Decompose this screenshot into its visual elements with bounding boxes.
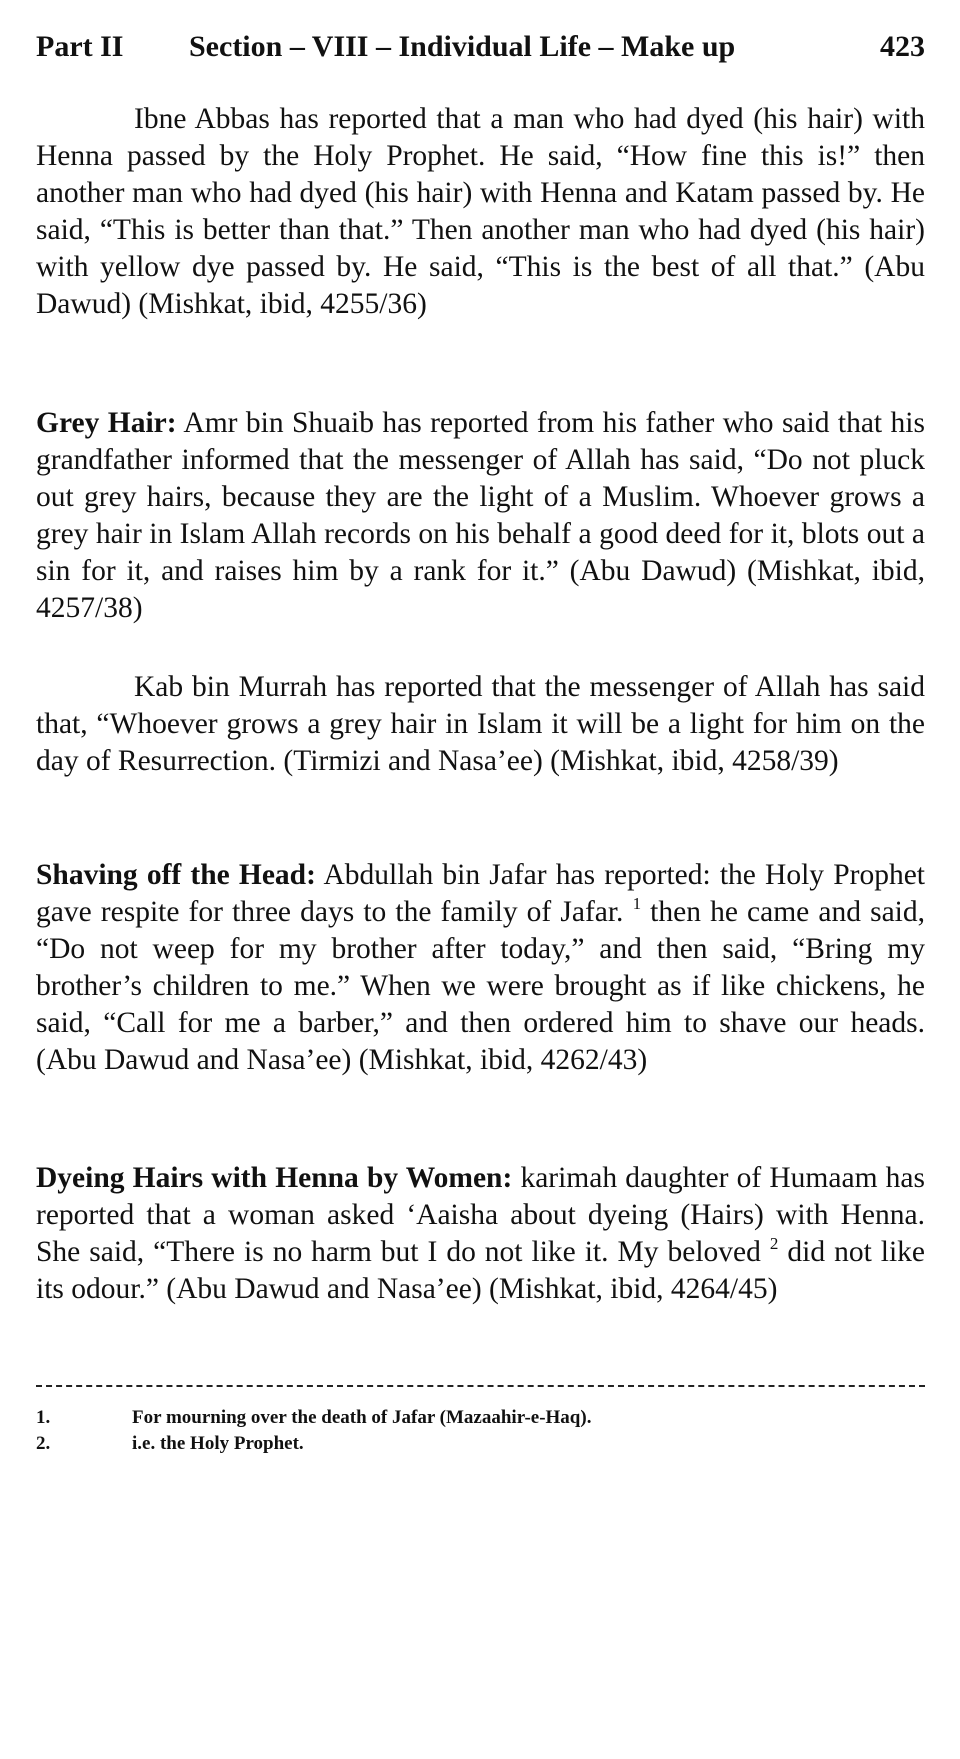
paragraph-text: karimah daughter of Humaam has reported that a woman asked ‘Aaisha about dyeing (Hairs) with Henna. She said, “There is no harm but I do not like it. My beloved — [36, 1162, 925, 1268]
footnote-text: i.e. the Holy Prophet. — [132, 1433, 304, 1454]
section-heading-dyeing-hairs: Dyeing Hairs with Henna by Women: — [36, 1162, 513, 1194]
footnote-ref-2[interactable]: 2 — [769, 1234, 779, 1253]
section-heading-shaving-head: Shaving off the Head: — [36, 859, 316, 891]
paragraph-text: Amr bin Shuaib has reported from his father who said that his grandfather informed that the messenger of Allah has said, “Do not pluck out grey hairs, because they are the light of a Muslim. Whoever grows a grey hair in Islam Allah records on his behalf a good deed for it, blots out a sin for it, and raises him by a rank for it.” (Abu Dawud) (Mishkat, ibid, 4257/38) — [36, 407, 925, 624]
paragraph-text: Kab bin Murrah has reported that the messenger of Allah has said that, “Whoever grows a grey hair in Islam it will be a light for him on the day of Resurrection. (Tirmizi and Nasa’ee) (Mishkat, ibid, 4258/39) — [36, 671, 925, 777]
paragraph-dyeing-hairs-women — [36, 1160, 925, 1308]
paragraph-kab-bin-murrah — [36, 669, 925, 780]
header-section-title: Section – VIII – Individual Life – Make up — [189, 30, 736, 63]
paragraph-shaving-head — [36, 857, 925, 1079]
running-header — [36, 27, 925, 67]
header-part: Part II — [36, 30, 124, 63]
page-number: 423 — [880, 30, 925, 63]
paragraph-text: did not like its odour.” (Abu Dawud and Nasa’ee) (Mishkat, ibid, 4264/45) — [36, 1236, 925, 1305]
footnote-number: 2. — [36, 1433, 51, 1454]
paragraph-text: Ibne Abbas has reported that a man who had dyed (his hair) with Henna passed by the Holy Prophet. He said, “How fine this is!” then another man who had dyed (his hair) with Henna and Katam passed by. He said, “This is better than that.” Then another man who had dyed (his hair) with yellow dye passed by. He said, “This is the best of all that.” (Abu Dawud) (Mishkat, ibid, 4255/36) — [36, 103, 925, 320]
paragraph-text: then he came and said, “Do not weep for my brother after today,” and then said, “Bring my brother’s children to me.” When we were brought as if like chickens, he said, “Call for me a barber,” and then ordered him to shave our heads. (Abu Dawud and Nasa’ee) (Mishkat, ibid, 4262/43) — [36, 896, 925, 1076]
paragraph-grey-hair — [36, 405, 925, 627]
paragraph-text: Abdullah bin Jafar has reported: the Holy Prophet gave respite for three days to the family of Jafar. — [36, 859, 925, 928]
footnote-number: 1. — [36, 1407, 51, 1428]
footnote-text: For mourning over the death of Jafar (Mazaahir-e-Haq). — [132, 1407, 592, 1428]
paragraph-ibne-abbas — [36, 101, 925, 323]
footnote-divider — [36, 1385, 925, 1387]
footnote-ref-1[interactable]: 1 — [632, 894, 642, 913]
section-heading-grey-hair: Grey Hair: — [36, 407, 177, 439]
